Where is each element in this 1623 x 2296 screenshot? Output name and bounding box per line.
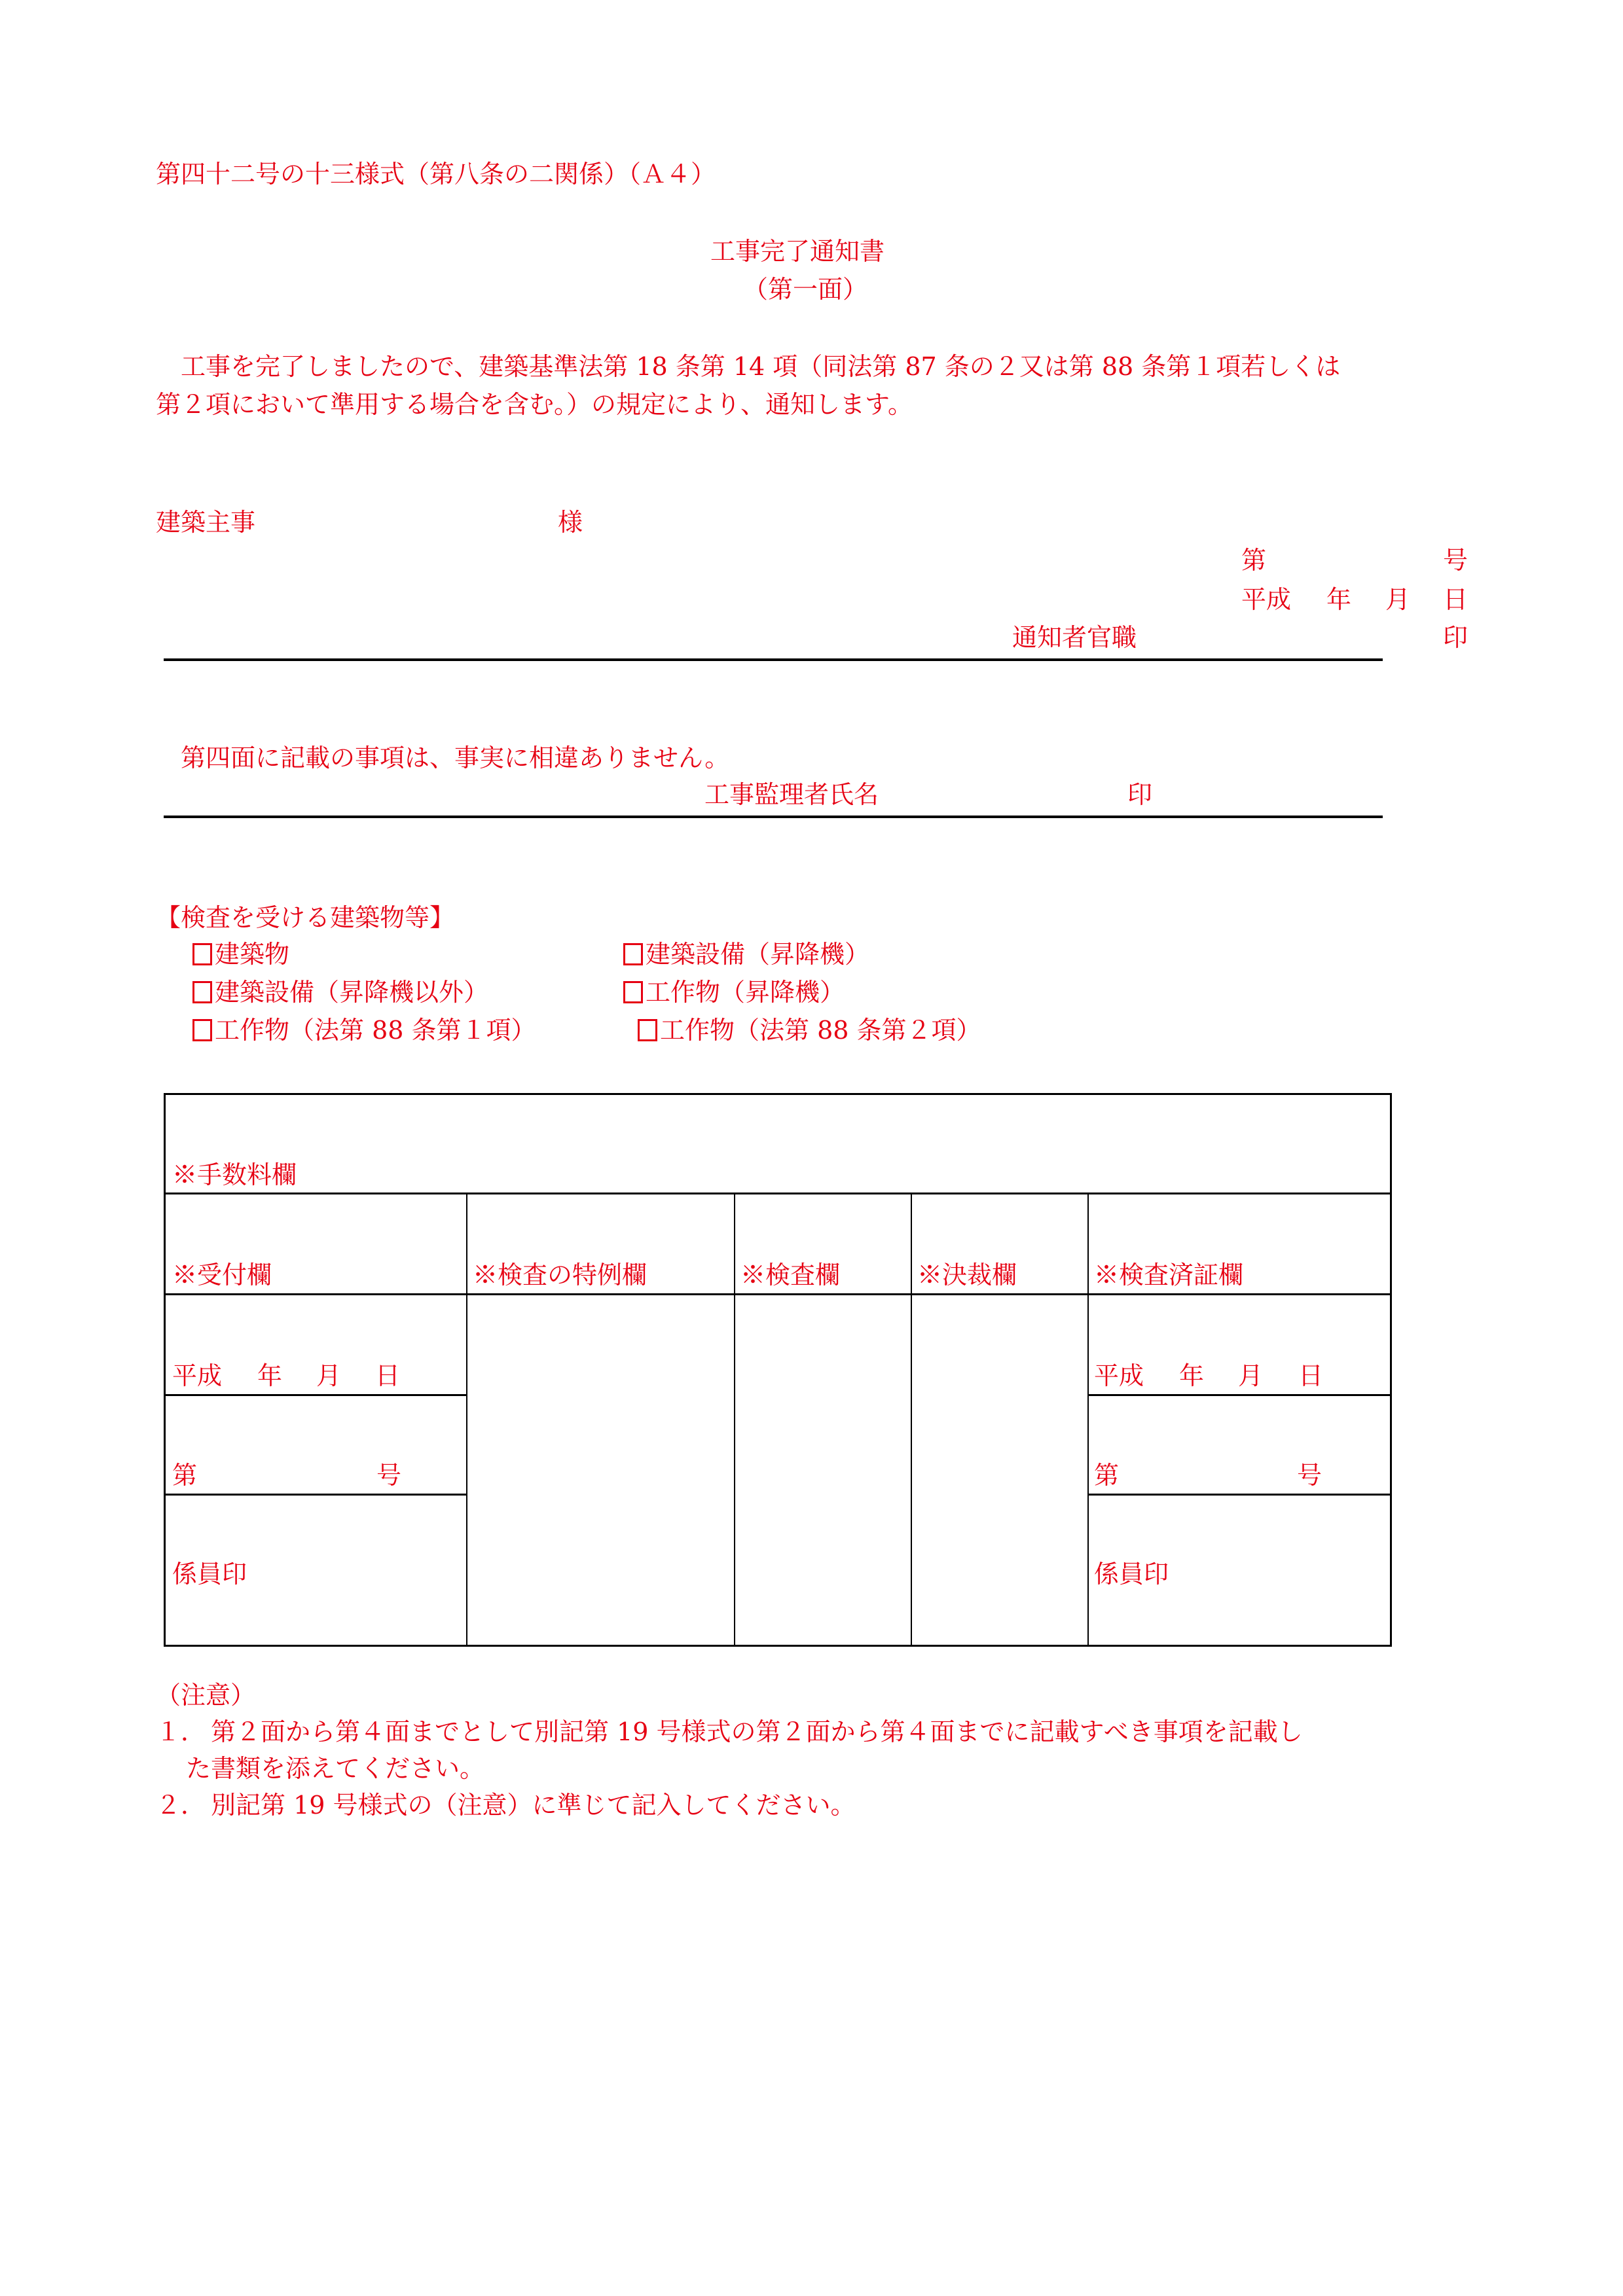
target-item[interactable]	[192, 1016, 536, 1045]
inspection-targets-heading: 【検査を受ける建築物等】	[156, 903, 455, 932]
notification-date-day: 日	[1443, 585, 1468, 614]
checkbox-equipment-other[interactable]	[192, 981, 212, 1003]
note-2-number: ２．	[156, 1791, 206, 1820]
certificate-staff-seal: 係員印	[1094, 1560, 1169, 1588]
notes-heading: （注意）	[156, 1681, 256, 1710]
target-item[interactable]	[192, 940, 289, 969]
receipt-date-month: 月	[316, 1361, 342, 1390]
certificate-date-month: 月	[1238, 1361, 1264, 1390]
office-use-table	[164, 1093, 1392, 1647]
receipt-number-prefix: 第	[172, 1461, 198, 1490]
note-1-number: １．	[156, 1717, 206, 1746]
column-header-receipt: ※受付欄	[172, 1261, 272, 1289]
document-title: 工事完了通知書	[710, 237, 885, 266]
table-divider	[166, 1394, 467, 1396]
table-divider	[1087, 1193, 1089, 1647]
target-item[interactable]	[638, 1016, 981, 1045]
supervisor-label: 工事監理者氏名	[704, 780, 879, 809]
certificate-number-prefix: 第	[1094, 1461, 1120, 1490]
column-header-special-inspection: ※検査の特例欄	[473, 1261, 647, 1289]
supervisor-signature-line	[164, 816, 1383, 818]
notification-number-suffix: 号	[1443, 546, 1468, 575]
declaration-text: 第四面に記載の事項は、事実に相違ありません。	[156, 744, 730, 772]
target-label: 建築物	[215, 940, 290, 969]
target-label: 建築設備（昇降機）	[646, 940, 870, 969]
document-subtitle: （第一面）	[743, 275, 868, 304]
notifier-seal: 印	[1443, 623, 1468, 652]
note-1-line-1: 第２面から第４面までとして別記第 19 号様式の第２面から第４面までに記載すべき事項を記載し	[211, 1717, 1303, 1746]
certificate-number-suffix: 号	[1297, 1461, 1322, 1490]
fee-field-label: ※手数料欄	[172, 1160, 297, 1189]
addressee-honorific: 様	[558, 508, 583, 537]
column-header-inspection: ※検査欄	[740, 1261, 841, 1289]
notifier-label: 通知者官職	[1012, 623, 1137, 652]
checkbox-structure-art88-1[interactable]	[192, 1019, 212, 1041]
receipt-number-suffix: 号	[376, 1461, 402, 1490]
supervisor-seal: 印	[1127, 780, 1153, 809]
certificate-date-day: 日	[1298, 1361, 1324, 1390]
note-2-line-1: 別記第 19 号様式の（注意）に準じて記入してください。	[211, 1791, 856, 1820]
note-1-line-2: た書類を添えてください。	[186, 1754, 485, 1783]
checkbox-structure-art88-2[interactable]	[638, 1019, 657, 1041]
table-divider	[1087, 1494, 1392, 1496]
target-item[interactable]	[192, 978, 488, 1007]
target-label: 工作物（法第 88 条第１項）	[215, 1016, 536, 1045]
notification-number-prefix: 第	[1241, 546, 1267, 575]
intro-line-2: 第２項において準用する場合を含む。）の規定により、通知します。	[156, 390, 913, 419]
notifier-signature-line	[164, 658, 1383, 661]
target-label: 工作物（昇降機）	[646, 978, 845, 1007]
checkbox-equipment-elevator[interactable]	[623, 943, 643, 965]
receipt-staff-seal: 係員印	[172, 1560, 247, 1588]
target-label: 工作物（法第 88 条第２項）	[660, 1016, 981, 1045]
form-number: 第四十二号の十三様式（第八条の二関係）（Ａ４）	[156, 160, 716, 188]
checkbox-building[interactable]	[192, 943, 212, 965]
receipt-date-era: 平成	[172, 1361, 223, 1390]
table-divider	[166, 1193, 1390, 1194]
receipt-date-day: 日	[375, 1361, 401, 1390]
column-header-certificate: ※検査済証欄	[1094, 1261, 1244, 1289]
notification-date-year: 年	[1326, 585, 1352, 614]
table-divider	[166, 1494, 467, 1496]
notification-date-era: 平成	[1241, 585, 1292, 614]
receipt-date-year: 年	[257, 1361, 283, 1390]
target-item[interactable]	[623, 940, 869, 969]
addressee-label: 建築主事	[156, 508, 256, 537]
certificate-date-year: 年	[1179, 1361, 1205, 1390]
table-divider	[1087, 1394, 1392, 1396]
table-divider	[466, 1193, 467, 1647]
certificate-date-era: 平成	[1094, 1361, 1144, 1390]
table-divider	[911, 1193, 912, 1647]
intro-line-1: 工事を完了しましたので、建築基準法第 18 条第 14 項（同法第 87 条の２又は第 88 条第１項若しくは	[156, 352, 1341, 381]
table-divider	[734, 1193, 735, 1647]
column-header-approval: ※決裁欄	[917, 1261, 1017, 1289]
notification-date-month: 月	[1385, 585, 1411, 614]
target-label: 建築設備（昇降機以外）	[215, 978, 489, 1007]
table-divider	[166, 1293, 1390, 1295]
checkbox-structure-elevator[interactable]	[623, 981, 643, 1003]
target-item[interactable]	[623, 978, 845, 1007]
